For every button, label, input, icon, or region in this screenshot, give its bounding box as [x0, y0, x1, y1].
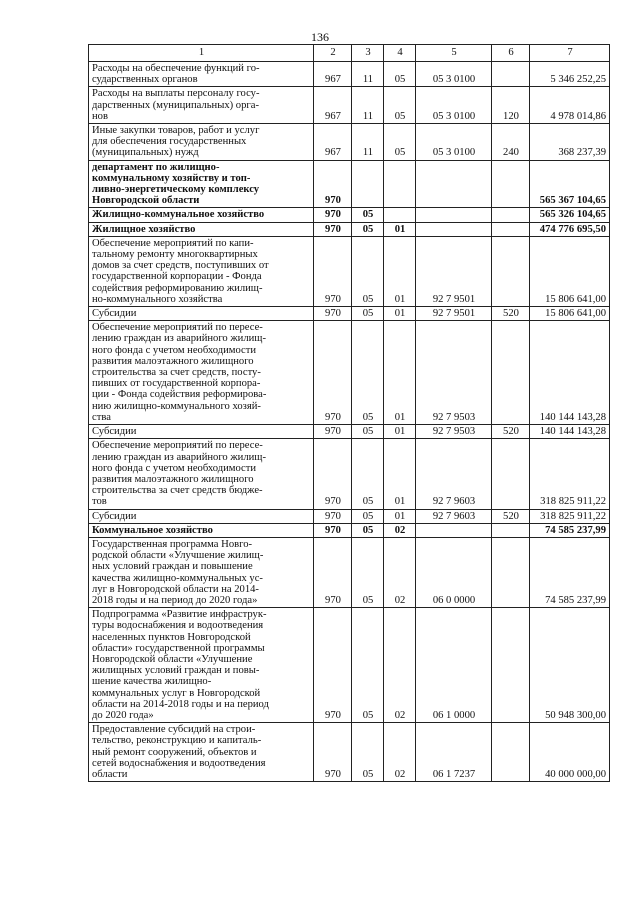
cell-section: 05 — [352, 439, 384, 509]
cell-ministry: 970 — [314, 608, 352, 723]
cell-expense-type — [492, 160, 530, 208]
cell-amount: 368 237,39 — [530, 124, 610, 161]
cell-target-article: 06 1 0000 — [416, 608, 492, 723]
cell-ministry: 967 — [314, 124, 352, 161]
cell-target-article: 92 7 9603 — [416, 509, 492, 523]
cell-ministry: 970 — [314, 307, 352, 321]
table-row — [89, 723, 610, 782]
cell-amount: 318 825 911,22 — [530, 509, 610, 523]
budget-table — [88, 44, 610, 782]
cell-amount: 74 585 237,99 — [530, 523, 610, 537]
header-cell: 3 — [352, 45, 384, 62]
cell-subsection: 02 — [384, 608, 416, 723]
header-cell: 4 — [384, 45, 416, 62]
cell-subsection: 05 — [384, 124, 416, 161]
cell-amount: 318 825 911,22 — [530, 439, 610, 509]
cell-subsection: 02 — [384, 723, 416, 782]
table-row — [89, 87, 610, 124]
row-name: Субсидии — [89, 509, 314, 523]
cell-expense-type — [492, 208, 530, 222]
cell-section: 05 — [352, 537, 384, 607]
cell-expense-type — [492, 222, 530, 236]
cell-amount: 565 326 104,65 — [530, 208, 610, 222]
cell-subsection — [384, 208, 416, 222]
cell-subsection: 01 — [384, 439, 416, 509]
cell-section: 05 — [352, 307, 384, 321]
cell-section: 05 — [352, 723, 384, 782]
cell-expense-type — [492, 523, 530, 537]
cell-amount: 565 367 104,65 — [530, 160, 610, 208]
table-row — [89, 124, 610, 161]
cell-subsection: 02 — [384, 523, 416, 537]
cell-subsection — [384, 160, 416, 208]
cell-ministry: 967 — [314, 62, 352, 87]
cell-section: 11 — [352, 87, 384, 124]
cell-target-article — [416, 160, 492, 208]
cell-target-article: 92 7 9503 — [416, 321, 492, 425]
cell-section: 05 — [352, 208, 384, 222]
cell-ministry: 970 — [314, 236, 352, 306]
cell-target-article: 05 3 0100 — [416, 124, 492, 161]
cell-target-article: 92 7 9501 — [416, 307, 492, 321]
header-cell: 5 — [416, 45, 492, 62]
cell-amount: 50 948 300,00 — [530, 608, 610, 723]
header-cell: 7 — [530, 45, 610, 62]
table-row — [89, 523, 610, 537]
cell-ministry: 970 — [314, 523, 352, 537]
cell-subsection: 02 — [384, 537, 416, 607]
cell-expense-type: 520 — [492, 509, 530, 523]
cell-target-article — [416, 523, 492, 537]
cell-section: 05 — [352, 509, 384, 523]
header-cell: 1 — [89, 45, 314, 62]
table-row — [89, 62, 610, 87]
cell-subsection: 05 — [384, 62, 416, 87]
table-row — [89, 608, 610, 723]
cell-section — [352, 160, 384, 208]
row-name: Иные закупки товаров, работ и услуг для обеспечения государственных (муниципальных) нужд — [89, 124, 314, 161]
table-row — [89, 321, 610, 425]
cell-target-article: 05 3 0100 — [416, 87, 492, 124]
header-cell: 2 — [314, 45, 352, 62]
header-row — [89, 45, 610, 62]
cell-ministry: 967 — [314, 87, 352, 124]
table-row — [89, 537, 610, 607]
cell-section: 05 — [352, 425, 384, 439]
row-name: Жилищное хозяйство — [89, 222, 314, 236]
cell-ministry: 970 — [314, 160, 352, 208]
cell-subsection: 01 — [384, 509, 416, 523]
cell-target-article: 92 7 9503 — [416, 425, 492, 439]
table-row — [89, 208, 610, 222]
cell-ministry: 970 — [314, 537, 352, 607]
row-name: Жилищно-коммунальное хозяйство — [89, 208, 314, 222]
row-name: Обеспечение мероприятий по пересе- лению граждан из аварийного жилищ- ного фонда с учетом необходимости развития малоэтажного жилищного строительства за счет средств бюдже- тов — [89, 439, 314, 509]
row-name: Коммунальное хозяйство — [89, 523, 314, 537]
cell-ministry: 970 — [314, 509, 352, 523]
table-row — [89, 236, 610, 306]
cell-amount: 5 346 252,25 — [530, 62, 610, 87]
cell-section: 05 — [352, 222, 384, 236]
cell-section: 05 — [352, 236, 384, 306]
cell-ministry: 970 — [314, 208, 352, 222]
cell-amount: 140 144 143,28 — [530, 321, 610, 425]
cell-amount: 140 144 143,28 — [530, 425, 610, 439]
row-name: Обеспечение мероприятий по пересе- лению граждан из аварийного жилищ- ного фонда с учетом необходимости развития малоэтажного жилищного строительства за счет средств, посту- пивших от государственной корпора- ции - Фонда содействия реформирова- нию жилищно-коммунального хозяй- ства — [89, 321, 314, 425]
row-name: Расходы на обеспечение функций го- сударственных органов — [89, 62, 314, 87]
table-row — [89, 160, 610, 208]
cell-expense-type: 520 — [492, 425, 530, 439]
cell-subsection: 01 — [384, 236, 416, 306]
row-name: Государственная программа Новго- родской области «Улучшение жилищ- ных условий граждан и повышение качества жилищно-коммунальных ус- луг в Новгородской области на 2014- 2018 годы и на период до 2020 года» — [89, 537, 314, 607]
table-row — [89, 509, 610, 523]
row-name: Субсидии — [89, 307, 314, 321]
table-row — [89, 222, 610, 236]
cell-amount: 15 806 641,00 — [530, 236, 610, 306]
cell-ministry: 970 — [314, 321, 352, 425]
cell-expense-type — [492, 236, 530, 306]
cell-ministry: 970 — [314, 425, 352, 439]
cell-section: 05 — [352, 608, 384, 723]
cell-target-article: 92 7 9501 — [416, 236, 492, 306]
cell-amount: 474 776 695,50 — [530, 222, 610, 236]
row-name: Предоставление субсидий на строи- тельство, реконструкцию и капиталь- ный ремонт сооружений, объектов и сетей водоснабжения и водоотведения области — [89, 723, 314, 782]
cell-target-article: 92 7 9603 — [416, 439, 492, 509]
cell-section: 05 — [352, 321, 384, 425]
cell-subsection: 01 — [384, 321, 416, 425]
page-number: 136 — [311, 30, 329, 44]
cell-ministry: 970 — [314, 723, 352, 782]
cell-ministry: 970 — [314, 439, 352, 509]
cell-section: 11 — [352, 62, 384, 87]
cell-expense-type — [492, 723, 530, 782]
cell-target-article: 05 3 0100 — [416, 62, 492, 87]
cell-expense-type: 120 — [492, 87, 530, 124]
cell-ministry: 970 — [314, 222, 352, 236]
cell-expense-type — [492, 62, 530, 87]
row-name: Субсидии — [89, 425, 314, 439]
table-row — [89, 425, 610, 439]
cell-expense-type: 520 — [492, 307, 530, 321]
cell-subsection: 01 — [384, 425, 416, 439]
table-row — [89, 307, 610, 321]
table-row — [89, 439, 610, 509]
cell-amount: 4 978 014,86 — [530, 87, 610, 124]
cell-target-article — [416, 222, 492, 236]
cell-amount: 40 000 000,00 — [530, 723, 610, 782]
cell-target-article: 06 0 0000 — [416, 537, 492, 607]
cell-section: 05 — [352, 523, 384, 537]
cell-amount: 15 806 641,00 — [530, 307, 610, 321]
cell-expense-type — [492, 608, 530, 723]
row-name: Обеспечение мероприятий по капи- тальному ремонту многоквартирных домов за счет средств, поступивших от государственной корпорации - Фонда содействия реформированию жилищ- но-коммунального хозяйства — [89, 236, 314, 306]
header-cell: 6 — [492, 45, 530, 62]
cell-expense-type: 240 — [492, 124, 530, 161]
cell-amount: 74 585 237,99 — [530, 537, 610, 607]
cell-target-article: 06 1 7237 — [416, 723, 492, 782]
row-name: Подпрограмма «Развитие инфраструк- туры водоснабжения и водоотведения населенных пунктов Новгородской области» государственной программы Новгородской области «Улучшение жилищных условий граждан и повы- шение качества жилищно- коммунальных услуг в Новгородской области на 2014-2018 годы и на период до 2020 года» — [89, 608, 314, 723]
cell-expense-type — [492, 537, 530, 607]
cell-expense-type — [492, 439, 530, 509]
row-name: Расходы на выплаты персоналу госу- дарственных (муниципальных) орга- нов — [89, 87, 314, 124]
cell-subsection: 05 — [384, 87, 416, 124]
cell-section: 11 — [352, 124, 384, 161]
cell-subsection: 01 — [384, 307, 416, 321]
cell-target-article — [416, 208, 492, 222]
row-name: департамент по жилищно- коммунальному хозяйству и топ- ливно-энергетическому комплексу Новгородской области — [89, 160, 314, 208]
cell-subsection: 01 — [384, 222, 416, 236]
cell-expense-type — [492, 321, 530, 425]
